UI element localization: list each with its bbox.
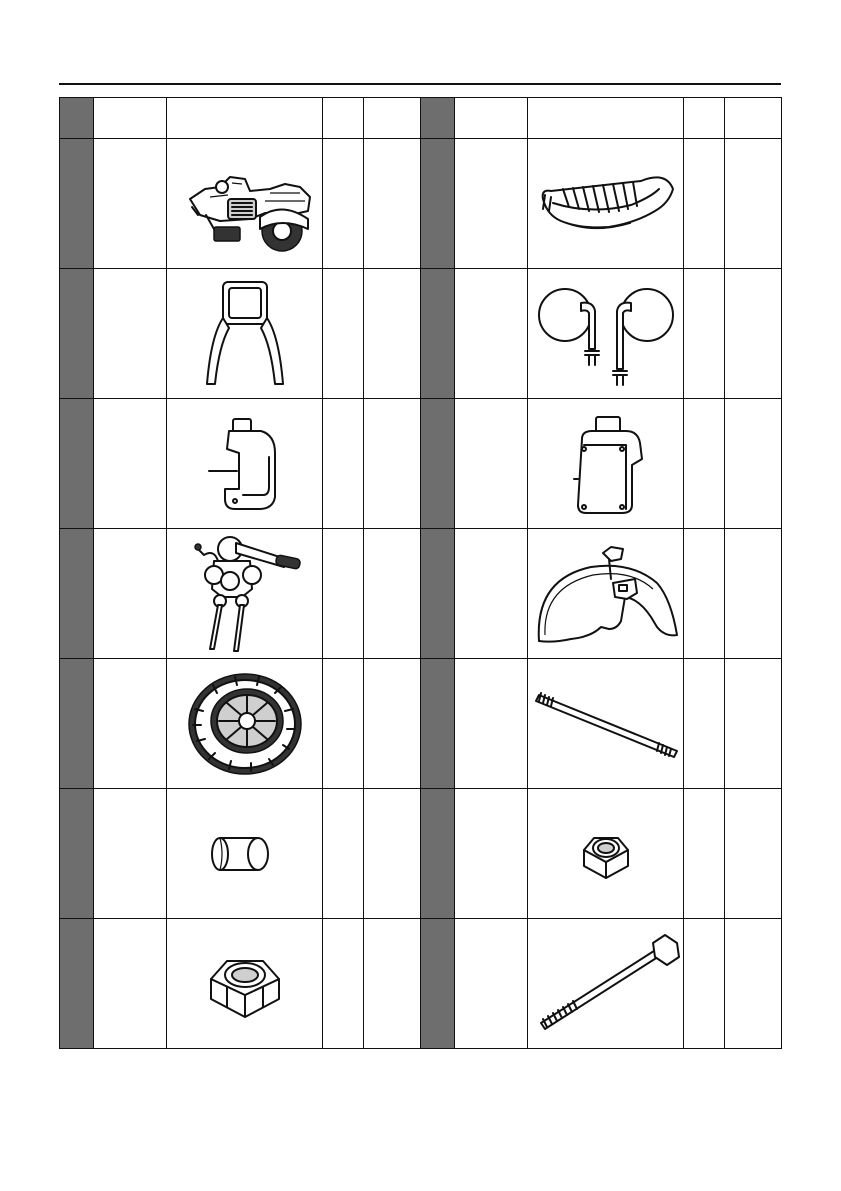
table-row [60,789,782,919]
motorcycle-body-icon [170,149,320,259]
mirrors-icon [531,279,681,389]
table-row [60,269,782,399]
part-name-cell [455,659,528,789]
part-qty-cell [323,529,364,659]
part-name-cell [94,789,167,919]
part-image-cell [167,269,323,399]
part-image-cell [528,659,684,789]
part-name-cell [455,789,528,919]
part-number-cell [60,399,94,529]
part-number-cell [421,529,455,659]
hex-nut-icon [205,947,285,1021]
axle-rod-icon [531,689,681,759]
part-qty-cell [684,529,725,659]
part-qty-cell [323,919,364,1049]
part-code-cell [364,269,421,399]
seat-icon [531,159,681,249]
part-name-cell [455,269,528,399]
part-name-cell [455,139,528,269]
part-qty-cell [684,269,725,399]
part-code-cell [364,919,421,1049]
part-image-cell [528,269,684,399]
part-number-cell [421,919,455,1049]
table-header [60,98,782,139]
table-row [60,529,782,659]
part-name-cell [94,269,167,399]
part-code-cell [725,269,782,399]
header-name-right [455,98,528,139]
part-code-cell [725,529,782,659]
small-hex-nut-icon [576,824,636,884]
part-name-cell [94,139,167,269]
part-qty-cell [323,269,364,399]
header-code-right [725,98,782,139]
part-name-cell [94,659,167,789]
header-qty-left [323,98,364,139]
part-name-cell [94,529,167,659]
table-row [60,659,782,789]
header-image-left [167,98,323,139]
part-name-cell [94,919,167,1049]
part-image-cell [167,919,323,1049]
part-number-cell [421,659,455,789]
part-qty-cell [684,139,725,269]
part-name-cell [455,529,528,659]
header-qty-right [684,98,725,139]
part-image-cell [528,919,684,1049]
handlebar-fork-assembly-icon [180,531,310,656]
bushing-icon [210,824,280,884]
part-code-cell [725,789,782,919]
part-number-cell [60,529,94,659]
part-image-cell [167,789,323,919]
part-image-cell [528,789,684,919]
part-image-cell [167,529,323,659]
header-image-right [528,98,684,139]
backrest-frame-icon [195,276,295,391]
part-name-cell [455,919,528,1049]
header-name-left [94,98,167,139]
part-code-cell [364,139,421,269]
front-fender-icon [531,539,681,649]
part-code-cell [364,529,421,659]
part-number-cell [421,399,455,529]
part-image-cell [167,139,323,269]
table-row [60,399,782,529]
part-name-cell [455,399,528,529]
header-rule [59,83,781,85]
part-number-cell [60,139,94,269]
part-number-cell [421,789,455,919]
part-code-cell [725,919,782,1049]
part-number-cell [60,789,94,919]
left-side-cover-icon [195,409,295,519]
part-code-cell [725,399,782,529]
part-number-cell [60,919,94,1049]
part-code-cell [364,399,421,529]
table-row [60,919,782,1049]
part-number-cell [421,139,455,269]
parts-table [59,97,782,1049]
part-code-cell [364,789,421,919]
part-image-cell [167,399,323,529]
part-qty-cell [323,139,364,269]
part-code-cell [725,139,782,269]
part-image-cell [167,659,323,789]
part-image-cell [528,529,684,659]
long-hex-bolt-icon [531,931,681,1036]
wheel-icon [185,669,305,779]
part-qty-cell [684,789,725,919]
right-side-cover-icon [556,409,656,519]
table-row [60,139,782,269]
part-qty-cell [323,659,364,789]
part-number-cell [421,269,455,399]
part-name-cell [94,399,167,529]
part-qty-cell [684,919,725,1049]
part-qty-cell [323,399,364,529]
part-qty-cell [684,659,725,789]
part-code-cell [725,659,782,789]
part-image-cell [528,399,684,529]
header-code-left [364,98,421,139]
part-number-cell [60,659,94,789]
part-code-cell [364,659,421,789]
part-qty-cell [684,399,725,529]
part-number-cell [60,269,94,399]
part-qty-cell [323,789,364,919]
part-image-cell [528,139,684,269]
header-no-right [421,98,455,139]
header-no-left [60,98,94,139]
